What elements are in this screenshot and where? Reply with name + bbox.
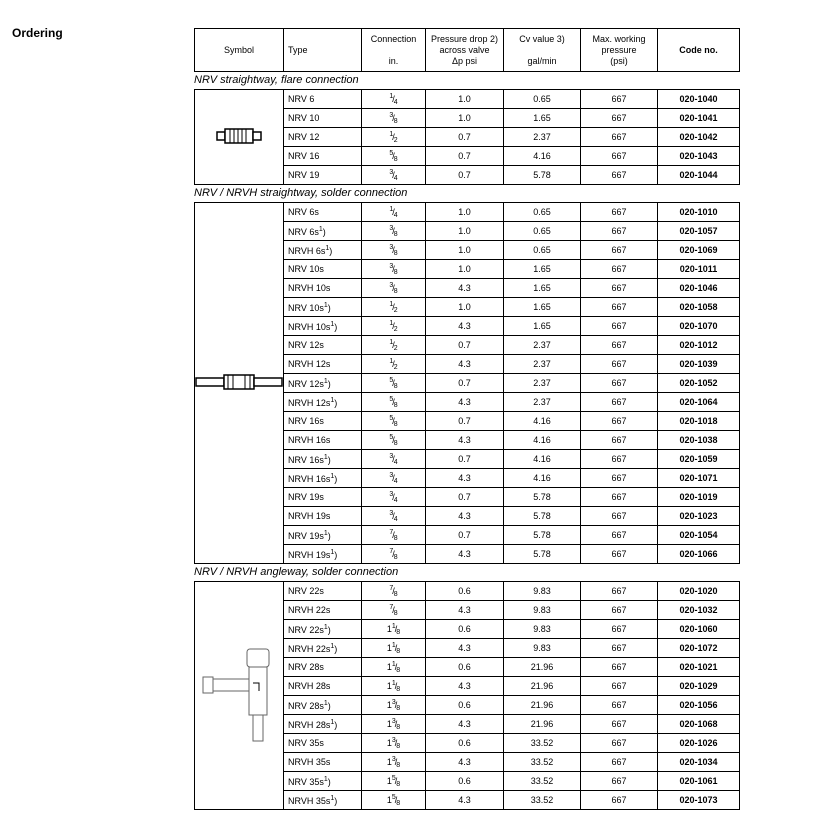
type-cell: NRV 12 xyxy=(284,128,362,147)
max-pressure-cell: 667 xyxy=(581,715,658,734)
pressure-drop-cell: 4.3 xyxy=(426,791,504,810)
ordering-table xyxy=(194,28,739,810)
pressure-drop-cell: 4.3 xyxy=(426,393,504,412)
code-cell: 020-1042 xyxy=(658,128,740,147)
pressure-drop-cell: 4.3 xyxy=(426,677,504,696)
pressure-drop-cell: 4.3 xyxy=(426,545,504,564)
type-cell: NRVH 28s xyxy=(284,677,362,696)
pressure-drop-cell: 0.7 xyxy=(426,147,504,166)
section-table xyxy=(194,581,740,810)
connection-cell: $^3/_4$ xyxy=(362,469,426,488)
cv-value-cell: 4.16 xyxy=(504,147,581,166)
pressure-drop-cell: 4.3 xyxy=(426,317,504,336)
pressure-drop-cell: 4.3 xyxy=(426,715,504,734)
type-cell: NRV $10s^1$) xyxy=(284,298,362,317)
max-pressure-cell: 667 xyxy=(581,317,658,336)
max-pressure-cell: 667 xyxy=(581,791,658,810)
code-cell: 020-1041 xyxy=(658,109,740,128)
symbol-cell xyxy=(195,203,284,564)
cv-value-cell: 2.37 xyxy=(504,355,581,374)
type-cell: NRV 19 xyxy=(284,166,362,185)
type-cell: NRV $6s^1$) xyxy=(284,222,362,241)
max-pressure-cell: 667 xyxy=(581,336,658,355)
connection-cell: $^3/_4$ xyxy=(362,507,426,526)
code-cell: 020-1034 xyxy=(658,753,740,772)
connection-cell: $^5/_8$ xyxy=(362,374,426,393)
cv-value-cell: 2.37 xyxy=(504,393,581,412)
type-cell: NRVH $6s^1$) xyxy=(284,241,362,260)
connection-cell: $1^1/_8$ xyxy=(362,677,426,696)
connection-cell: $^3/_8$ xyxy=(362,241,426,260)
max-pressure-cell: 667 xyxy=(581,772,658,791)
code-cell: 020-1070 xyxy=(658,317,740,336)
type-cell: NRV 28s xyxy=(284,658,362,677)
connection-cell: $^7/_8$ xyxy=(362,545,426,564)
type-cell: NRVH $22s^1$) xyxy=(284,639,362,658)
cv-value-cell: 2.37 xyxy=(504,128,581,147)
symbol-cell xyxy=(195,582,284,810)
section-title: NRV / NRVH angleway, solder connection xyxy=(194,566,399,578)
connection-cell: $^3/_4$ xyxy=(362,166,426,185)
max-pressure-cell: 667 xyxy=(581,90,658,109)
pressure-drop-cell: 4.3 xyxy=(426,355,504,374)
connection-cell: $1^3/_8$ xyxy=(362,753,426,772)
type-cell: NRV 10s xyxy=(284,260,362,279)
max-pressure-cell: 667 xyxy=(581,696,658,715)
type-cell: NRVH 16s xyxy=(284,431,362,450)
type-cell: NRV 16s xyxy=(284,412,362,431)
max-pressure-cell: 667 xyxy=(581,601,658,620)
type-cell: NRVH $19s^1$) xyxy=(284,545,362,564)
max-pressure-cell: 667 xyxy=(581,203,658,222)
max-pressure-cell: 667 xyxy=(581,109,658,128)
col-cv-header: Cv value 3) gal/min xyxy=(504,29,581,72)
code-cell: 020-1010 xyxy=(658,203,740,222)
connection-cell: $^3/_8$ xyxy=(362,279,426,298)
code-cell: 020-1021 xyxy=(658,658,740,677)
type-cell: NRVH 19s xyxy=(284,507,362,526)
connection-cell: $^1/_4$ xyxy=(362,203,426,222)
max-pressure-cell: 667 xyxy=(581,545,658,564)
connection-cell: $1^5/_8$ xyxy=(362,791,426,810)
type-cell: NRVH $35s^1$) xyxy=(284,791,362,810)
pressure-drop-cell: 4.3 xyxy=(426,753,504,772)
pressure-drop-cell: 0.6 xyxy=(426,620,504,639)
cv-value-cell: 33.52 xyxy=(504,734,581,753)
pressure-drop-cell: 1.0 xyxy=(426,222,504,241)
connection-cell: $1^1/_8$ xyxy=(362,620,426,639)
code-cell: 020-1020 xyxy=(658,582,740,601)
code-cell: 020-1072 xyxy=(658,639,740,658)
max-pressure-cell: 667 xyxy=(581,128,658,147)
cv-value-cell: 5.78 xyxy=(504,545,581,564)
pressure-drop-cell: 1.0 xyxy=(426,109,504,128)
col-pressure-header: Pressure drop 2) across valve Δp psi xyxy=(426,29,504,72)
cv-value-cell: 33.52 xyxy=(504,772,581,791)
type-cell: NRV 35s xyxy=(284,734,362,753)
cv-value-cell: 1.65 xyxy=(504,279,581,298)
connection-cell: $1^1/_8$ xyxy=(362,658,426,677)
code-cell: 020-1069 xyxy=(658,241,740,260)
connection-cell: $^5/_8$ xyxy=(362,393,426,412)
table-row xyxy=(195,203,740,222)
code-cell: 020-1068 xyxy=(658,715,740,734)
pressure-drop-cell: 0.6 xyxy=(426,582,504,601)
code-cell: 020-1046 xyxy=(658,279,740,298)
pressure-drop-cell: 0.7 xyxy=(426,374,504,393)
cv-value-cell: 9.83 xyxy=(504,620,581,639)
code-cell: 020-1073 xyxy=(658,791,740,810)
connection-cell: $1^1/_8$ xyxy=(362,639,426,658)
cv-value-cell: 9.83 xyxy=(504,601,581,620)
code-cell: 020-1059 xyxy=(658,450,740,469)
section-table xyxy=(194,202,740,564)
type-cell: NRVH 12s xyxy=(284,355,362,374)
pressure-drop-cell: 0.6 xyxy=(426,772,504,791)
cv-value-cell: 1.65 xyxy=(504,317,581,336)
type-cell: NRVH $28s^1$) xyxy=(284,715,362,734)
type-cell: NRV 16 xyxy=(284,147,362,166)
section-table xyxy=(194,89,740,185)
pressure-drop-cell: 4.3 xyxy=(426,507,504,526)
code-cell: 020-1060 xyxy=(658,620,740,639)
connection-cell: $1^3/_8$ xyxy=(362,715,426,734)
pressure-drop-cell: 0.7 xyxy=(426,450,504,469)
max-pressure-cell: 667 xyxy=(581,526,658,545)
pressure-drop-cell: 4.3 xyxy=(426,279,504,298)
pressure-drop-cell: 0.7 xyxy=(426,526,504,545)
connection-cell: $^7/_8$ xyxy=(362,582,426,601)
code-cell: 020-1023 xyxy=(658,507,740,526)
max-pressure-cell: 667 xyxy=(581,355,658,374)
code-cell: 020-1064 xyxy=(658,393,740,412)
max-pressure-cell: 667 xyxy=(581,753,658,772)
code-cell: 020-1057 xyxy=(658,222,740,241)
connection-cell: $^3/_4$ xyxy=(362,488,426,507)
connection-cell: $^5/_8$ xyxy=(362,147,426,166)
connection-cell: $^5/_8$ xyxy=(362,431,426,450)
type-cell: NRV $22s^1$) xyxy=(284,620,362,639)
type-cell: NRV $28s^1$) xyxy=(284,696,362,715)
pressure-drop-cell: 1.0 xyxy=(426,241,504,260)
max-pressure-cell: 667 xyxy=(581,166,658,185)
cv-value-cell: 1.65 xyxy=(504,298,581,317)
col-connection-header: Connection in. xyxy=(362,29,426,72)
cv-value-cell: 9.83 xyxy=(504,639,581,658)
col-symbol-header: Symbol xyxy=(195,29,284,72)
flare-straightway-valve-icon xyxy=(216,138,262,148)
connection-cell: $^1/_2$ xyxy=(362,128,426,147)
pressure-drop-cell: 4.3 xyxy=(426,469,504,488)
cv-value-cell: 9.83 xyxy=(504,582,581,601)
type-cell: NRV 22s xyxy=(284,582,362,601)
max-pressure-cell: 667 xyxy=(581,241,658,260)
pressure-drop-cell: 1.0 xyxy=(426,203,504,222)
pressure-drop-cell: 0.7 xyxy=(426,166,504,185)
code-cell: 020-1032 xyxy=(658,601,740,620)
col-maxp-header: Max. working pressure (psi) xyxy=(581,29,658,72)
cv-value-cell: 33.52 xyxy=(504,753,581,772)
max-pressure-cell: 667 xyxy=(581,620,658,639)
solder-straightway-valve-icon xyxy=(195,382,283,392)
pressure-drop-cell: 1.0 xyxy=(426,90,504,109)
connection-cell: $^1/_2$ xyxy=(362,317,426,336)
cv-value-cell: 5.78 xyxy=(504,166,581,185)
type-cell: NRVH 22s xyxy=(284,601,362,620)
type-cell: NRVH 35s xyxy=(284,753,362,772)
pressure-drop-cell: 1.0 xyxy=(426,298,504,317)
code-cell: 020-1043 xyxy=(658,147,740,166)
max-pressure-cell: 667 xyxy=(581,677,658,696)
type-cell: NRVH $10s^1$) xyxy=(284,317,362,336)
table-row xyxy=(195,582,740,601)
max-pressure-cell: 667 xyxy=(581,658,658,677)
connection-cell: $1^3/_8$ xyxy=(362,696,426,715)
cv-value-cell: 21.96 xyxy=(504,658,581,677)
pressure-drop-cell: 4.3 xyxy=(426,601,504,620)
cv-value-cell: 5.78 xyxy=(504,488,581,507)
max-pressure-cell: 667 xyxy=(581,734,658,753)
max-pressure-cell: 667 xyxy=(581,279,658,298)
max-pressure-cell: 667 xyxy=(581,431,658,450)
pressure-drop-cell: 0.6 xyxy=(426,734,504,753)
cv-value-cell: 0.65 xyxy=(504,203,581,222)
cv-value-cell: 21.96 xyxy=(504,696,581,715)
type-cell: NRV $19s^1$) xyxy=(284,526,362,545)
cv-value-cell: 4.16 xyxy=(504,469,581,488)
max-pressure-cell: 667 xyxy=(581,260,658,279)
cv-value-cell: 0.65 xyxy=(504,222,581,241)
table-sections xyxy=(194,72,739,810)
connection-cell: $^1/_2$ xyxy=(362,336,426,355)
connection-cell: $^3/_8$ xyxy=(362,222,426,241)
page-heading: Ordering xyxy=(12,26,63,40)
type-cell: NRVH $16s^1$) xyxy=(284,469,362,488)
table-row xyxy=(195,90,740,109)
code-cell: 020-1061 xyxy=(658,772,740,791)
max-pressure-cell: 667 xyxy=(581,374,658,393)
pressure-drop-cell: 1.0 xyxy=(426,260,504,279)
code-cell: 020-1011 xyxy=(658,260,740,279)
cv-value-cell: 2.37 xyxy=(504,336,581,355)
max-pressure-cell: 667 xyxy=(581,507,658,526)
code-cell: 020-1039 xyxy=(658,355,740,374)
pressure-drop-cell: 0.7 xyxy=(426,128,504,147)
code-cell: 020-1071 xyxy=(658,469,740,488)
type-cell: NRV $35s^1$) xyxy=(284,772,362,791)
max-pressure-cell: 667 xyxy=(581,469,658,488)
connection-cell: $^3/_4$ xyxy=(362,450,426,469)
type-cell: NRV 10 xyxy=(284,109,362,128)
max-pressure-cell: 667 xyxy=(581,298,658,317)
code-cell: 020-1054 xyxy=(658,526,740,545)
code-cell: 020-1018 xyxy=(658,412,740,431)
connection-cell: $^1/_4$ xyxy=(362,90,426,109)
symbol-cell xyxy=(195,90,284,185)
type-cell: NRV 12s xyxy=(284,336,362,355)
connection-cell: $1^5/_8$ xyxy=(362,772,426,791)
code-cell: 020-1066 xyxy=(658,545,740,564)
code-cell: 020-1058 xyxy=(658,298,740,317)
code-cell: 020-1026 xyxy=(658,734,740,753)
cv-value-cell: 33.52 xyxy=(504,791,581,810)
code-cell: 020-1040 xyxy=(658,90,740,109)
cv-value-cell: 21.96 xyxy=(504,677,581,696)
pressure-drop-cell: 0.6 xyxy=(426,696,504,715)
pressure-drop-cell: 0.7 xyxy=(426,412,504,431)
code-cell: 020-1019 xyxy=(658,488,740,507)
connection-cell: $^1/_2$ xyxy=(362,298,426,317)
max-pressure-cell: 667 xyxy=(581,222,658,241)
connection-cell: $^5/_8$ xyxy=(362,412,426,431)
solder-angleway-valve-icon xyxy=(199,735,279,745)
cv-value-cell: 4.16 xyxy=(504,412,581,431)
connection-cell: $^1/_2$ xyxy=(362,355,426,374)
type-cell: NRVH 10s xyxy=(284,279,362,298)
max-pressure-cell: 667 xyxy=(581,450,658,469)
cv-value-cell: 5.78 xyxy=(504,507,581,526)
type-cell: NRV $12s^1$) xyxy=(284,374,362,393)
type-cell: NRV 19s xyxy=(284,488,362,507)
connection-cell: $^3/_8$ xyxy=(362,109,426,128)
max-pressure-cell: 667 xyxy=(581,639,658,658)
cv-value-cell: 4.16 xyxy=(504,431,581,450)
code-cell: 020-1044 xyxy=(658,166,740,185)
cv-value-cell: 0.65 xyxy=(504,90,581,109)
code-cell: 020-1012 xyxy=(658,336,740,355)
code-cell: 020-1038 xyxy=(658,431,740,450)
code-cell: 020-1056 xyxy=(658,696,740,715)
pressure-drop-cell: 0.6 xyxy=(426,658,504,677)
col-code-header: Code no. xyxy=(658,29,740,72)
col-type-header: Type xyxy=(284,29,362,72)
max-pressure-cell: 667 xyxy=(581,147,658,166)
connection-cell: $1^3/_8$ xyxy=(362,734,426,753)
code-cell: 020-1052 xyxy=(658,374,740,393)
max-pressure-cell: 667 xyxy=(581,412,658,431)
section-title: NRV straightway, flare connection xyxy=(194,74,359,86)
cv-value-cell: 4.16 xyxy=(504,450,581,469)
cv-value-cell: 2.37 xyxy=(504,374,581,393)
connection-cell: $^7/_8$ xyxy=(362,601,426,620)
type-cell: NRV 6 xyxy=(284,90,362,109)
pressure-drop-cell: 0.7 xyxy=(426,336,504,355)
cv-value-cell: 1.65 xyxy=(504,109,581,128)
section-title: NRV / NRVH straightway, solder connection xyxy=(194,187,408,199)
pressure-drop-cell: 4.3 xyxy=(426,431,504,450)
cv-value-cell: 0.65 xyxy=(504,241,581,260)
type-cell: NRV 6s xyxy=(284,203,362,222)
pressure-drop-cell: 0.7 xyxy=(426,488,504,507)
max-pressure-cell: 667 xyxy=(581,488,658,507)
cv-value-cell: 21.96 xyxy=(504,715,581,734)
connection-cell: $^3/_8$ xyxy=(362,260,426,279)
cv-value-cell: 1.65 xyxy=(504,260,581,279)
code-cell: 020-1029 xyxy=(658,677,740,696)
type-cell: NRV $16s^1$) xyxy=(284,450,362,469)
connection-cell: $^7/_8$ xyxy=(362,526,426,545)
cv-value-cell: 5.78 xyxy=(504,526,581,545)
table-header xyxy=(194,28,740,72)
max-pressure-cell: 667 xyxy=(581,393,658,412)
max-pressure-cell: 667 xyxy=(581,582,658,601)
pressure-drop-cell: 4.3 xyxy=(426,639,504,658)
type-cell: NRVH $12s^1$) xyxy=(284,393,362,412)
